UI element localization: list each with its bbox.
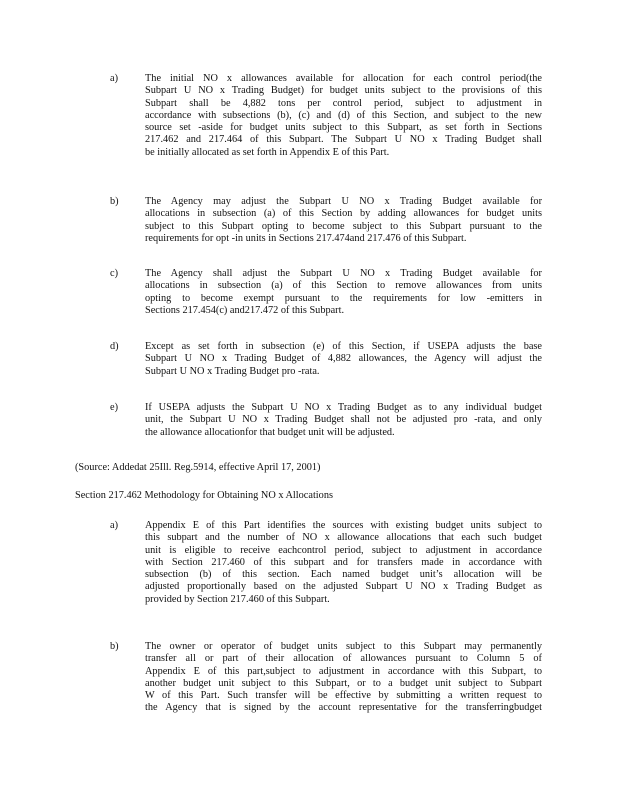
paragraph-text	[145, 73, 542, 159]
text-line: W of this Part. Such transfer will be effective by submitting a written request to	[145, 690, 542, 702]
text-line: The initial NO x allowances available for allocation for each control period(the	[145, 73, 542, 84]
text-line: The Agency may adjust the Subpart U NO x Trading Budget available for	[145, 196, 542, 207]
text-line: another budget unit subject to this Subpart, or to a budget unit subject to Subpart	[145, 677, 542, 689]
paragraph-label: d)	[110, 341, 119, 352]
text-line: The owner or operator of budget units subject to this Subpart may permanently	[145, 641, 542, 652]
text-line: requirements for opt -in units in Sections 217.474and 217.476 of this Subpart.	[145, 232, 467, 244]
text-line: provided by Section 217.460 of this Subpart.	[145, 593, 330, 605]
paragraph-text	[145, 341, 542, 378]
text-line: the Agency that is signed by the account representative for the transferringbudget	[145, 702, 542, 714]
text-line: adjusted proportionally based on the adjusted Subpart U NO x Trading Budget as	[145, 581, 542, 593]
text-line: source set -aside for budget units subject to this Subpart, as set forth in Sections	[145, 122, 542, 134]
text-line: Appendix E of this Part identifies the sources with existing budget units subject to	[145, 520, 542, 531]
paragraph-text	[145, 196, 542, 245]
text-line: subsection (b) of this section. Each named budget unit’s allocation will be	[145, 569, 542, 581]
text-line: unit is eligible to receive eachcontrol period, subject to adjustment in accordance	[145, 544, 542, 556]
text-line: unit, the Subpart U NO x Trading Budget shall not be adjusted pro -rata, and only	[145, 414, 542, 426]
text-line: with Section 217.460 of this subpart and for transfers made in accordance with	[145, 556, 542, 568]
text-line: Sections 217.454(c) and217.472 of this Subpart.	[145, 304, 345, 316]
text-line: The Agency shall adjust the Subpart U NO x Trading Budget available for	[145, 268, 542, 279]
text-line: subject to this Subpart opting to become subject to this Subpart pursuant to the	[145, 220, 542, 232]
text-line: allocations in subsection (a) of this Section by adding allowances for budget units	[145, 208, 542, 220]
text-line: allocations in subsection (a) of this Section to remove allowances from units	[145, 280, 542, 292]
paragraph-label: b)	[110, 196, 119, 207]
text-line: Subpart shall be 4,882 tons per control period, subject to adjustment in	[145, 97, 542, 109]
paragraph-label: a)	[110, 73, 118, 84]
paragraph-text	[145, 520, 542, 606]
text-line: opting to become exempt pursuant to the requirements for low -emitters in	[145, 292, 542, 304]
text-line: 217.462 and 217.464 of this Subpart. The Subpart U NO x Trading Budget shall	[145, 134, 542, 146]
text-line: Appendix E of this part,subject to adjustment in accordance with this Subpart, to	[145, 665, 542, 677]
paragraph-text	[145, 641, 542, 715]
text-line: If USEPA adjusts the Subpart U NO x Trading Budget as to any individual budget	[145, 402, 542, 413]
text-line: transfer all or part of their allocation of allowances pursuant to Column 5 of	[145, 653, 542, 665]
text-line: the allowance allocationfor that budget unit will be adjusted.	[145, 426, 395, 438]
source-note: (Source: Addedat 25Ill. Reg.5914, effective April 17, 2001)	[75, 462, 321, 473]
paragraph-label: c)	[110, 268, 118, 279]
text-line: be initially allocated as set forth in Appendix E of this Part.	[145, 146, 390, 158]
text-line: this subpart and the number of NO x allowance allocations that each such budget	[145, 532, 542, 544]
paragraph-text	[145, 402, 542, 439]
text-line: Subpart U NO x Trading Budget) for budget units subject to the provisions of this	[145, 85, 542, 97]
section-heading: Section 217.462 Methodology for Obtaining NO x Allocations	[75, 490, 333, 501]
paragraph-label: e)	[110, 402, 118, 413]
text-line: Except as set forth in subsection (e) of this Section, if USEPA adjusts the base	[145, 341, 542, 352]
paragraph-label: b)	[110, 641, 119, 652]
text-line: Subpart U NO x Trading Budget of 4,882 allowances, the Agency will adjust the	[145, 353, 542, 365]
paragraph-text	[145, 268, 542, 317]
paragraph-label: a)	[110, 520, 118, 531]
text-line: Subpart U NO x Trading Budget pro -rata.	[145, 365, 320, 377]
text-line: accordance with subsections (b), (c) and (d) of this Section, and subject to the new	[145, 109, 542, 121]
